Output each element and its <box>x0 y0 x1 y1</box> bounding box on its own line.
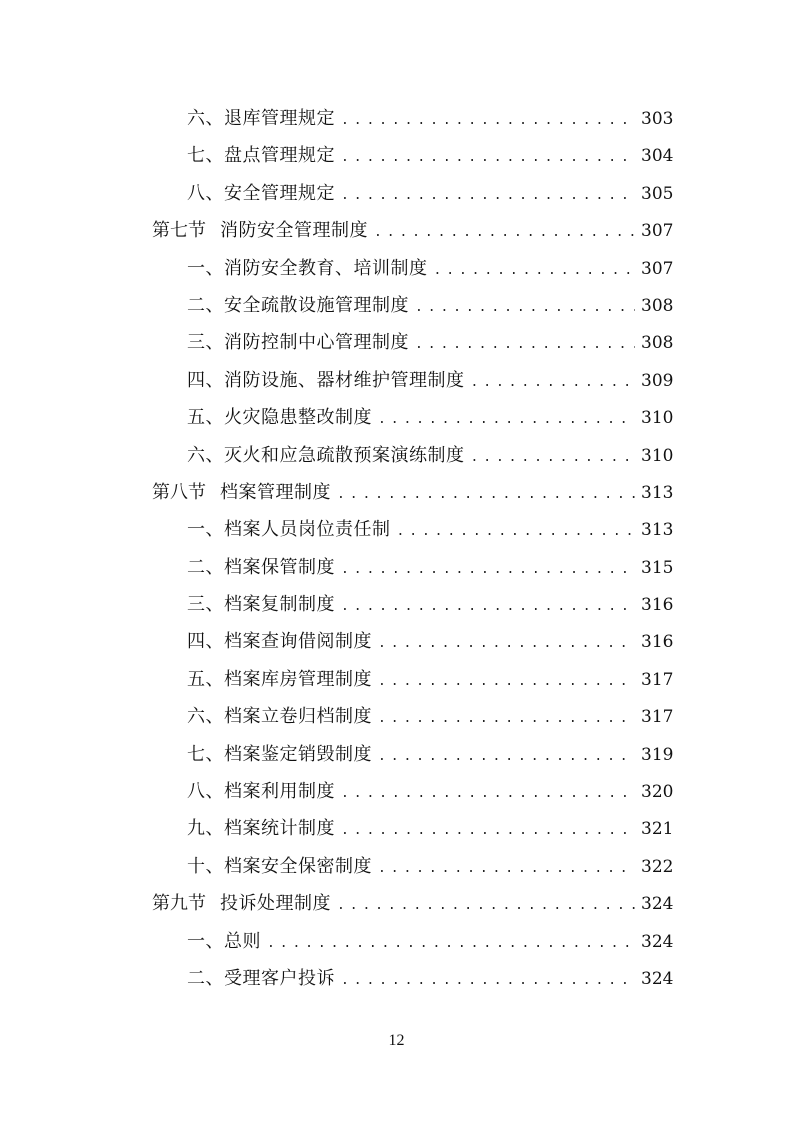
toc-item-entry[interactable] <box>0 324 793 361</box>
toc-page-number: 310 <box>641 408 674 429</box>
toc-page-number: 307 <box>641 258 674 279</box>
toc-leader-dots <box>434 252 636 289</box>
toc-entry-title: 四、消防设施、器材维护管理制度 <box>187 369 465 391</box>
toc-page-number: 316 <box>641 632 674 653</box>
toc-leader-dots <box>374 214 635 251</box>
toc-entry-title: 六、灭火和应急疏散预案演练制度 <box>187 444 465 466</box>
toc-leader-dots <box>341 102 635 139</box>
toc-leader-dots <box>378 700 635 737</box>
toc-page-number: 303 <box>641 109 674 129</box>
toc-page-number: 310 <box>641 445 674 466</box>
toc-item-entry[interactable] <box>0 848 793 885</box>
toc-leader-dots <box>341 588 635 625</box>
toc-item-entry[interactable] <box>0 250 793 287</box>
toc-leader-dots <box>341 775 635 812</box>
toc-item-entry[interactable] <box>0 623 793 660</box>
toc-entry-title: 十、档案安全保密制度 <box>187 855 372 877</box>
toc-entry-title: 一、总则 <box>187 930 261 952</box>
toc-entry-title: 九、档案统计制度 <box>187 818 335 840</box>
page-number: 12 <box>388 1032 405 1049</box>
toc-item-entry[interactable] <box>0 100 793 137</box>
toc-page-number: 324 <box>641 968 674 989</box>
toc-entry-title: 六、档案立卷归档制度 <box>187 706 372 728</box>
toc-page-number: 309 <box>641 370 674 391</box>
toc-section-number: 第八节 <box>152 481 206 503</box>
toc-leader-dots <box>341 139 635 176</box>
toc-item-entry[interactable] <box>0 362 793 399</box>
toc-page-number: 313 <box>641 482 674 503</box>
toc-leader-dots <box>378 401 635 438</box>
toc-leader-dots <box>378 663 635 700</box>
toc-item-entry[interactable] <box>0 549 793 586</box>
toc-leader-dots <box>341 962 635 999</box>
toc-page-number: 308 <box>641 333 674 354</box>
toc-leader-dots <box>341 551 635 588</box>
toc-leader-dots <box>471 439 636 476</box>
toc-leader-dots <box>397 513 636 550</box>
toc-entry-title: 四、档案查询借阅制度 <box>187 631 372 653</box>
toc-page-number: 316 <box>641 595 674 616</box>
toc-page-number: 321 <box>641 819 674 840</box>
toc-item-entry[interactable] <box>0 773 793 810</box>
toc-leader-dots <box>415 289 635 326</box>
toc-item-entry[interactable] <box>0 437 793 474</box>
toc-page-number: 324 <box>641 931 674 952</box>
toc-entry-title: 五、火灾隐患整改制度 <box>187 407 372 429</box>
toc-item-entry[interactable] <box>0 586 793 623</box>
toc-item-entry[interactable] <box>0 511 793 548</box>
toc-entry-title: 二、档案保管制度 <box>187 556 335 578</box>
toc-entry-title: 一、消防安全教育、培训制度 <box>187 257 428 279</box>
toc-page-number: 317 <box>641 707 674 728</box>
toc-entry-title: 档案管理制度 <box>220 481 331 503</box>
toc-entry-title: 投诉处理制度 <box>220 893 331 915</box>
toc-entry-title: 五、档案库房管理制度 <box>187 668 372 690</box>
toc-item-entry[interactable] <box>0 175 793 212</box>
toc-item-entry[interactable] <box>0 399 793 436</box>
toc-item-entry[interactable] <box>0 137 793 174</box>
toc-leader-dots <box>471 364 636 401</box>
toc-section-number: 第七节 <box>152 220 206 242</box>
toc-page-number: 304 <box>641 146 674 167</box>
toc-entry-title: 三、消防控制中心管理制度 <box>187 332 409 354</box>
toc-page-number: 320 <box>641 782 674 803</box>
toc-item-entry[interactable] <box>0 810 793 847</box>
toc-entry-title: 一、档案人员岗位责任制 <box>187 519 391 541</box>
toc-page-number: 308 <box>641 295 674 316</box>
toc-page-number: 313 <box>641 520 674 541</box>
toc-entry-title: 消防安全管理制度 <box>220 220 368 242</box>
toc-leader-dots <box>378 738 635 775</box>
toc-entry-title: 七、档案鉴定销毁制度 <box>187 743 372 765</box>
toc-entry-title: 二、受理客户投诉 <box>187 967 335 989</box>
toc-leader-dots <box>378 625 635 662</box>
toc-leader-dots <box>415 326 635 363</box>
toc-leader-dots <box>341 812 635 849</box>
toc-item-entry[interactable] <box>0 287 793 324</box>
toc-leader-dots <box>337 887 635 924</box>
toc-page-number: 307 <box>641 221 674 242</box>
toc-leader-dots <box>341 177 635 214</box>
toc-item-entry[interactable] <box>0 661 793 698</box>
toc-entry-title: 八、安全管理规定 <box>187 182 335 204</box>
toc-section-entry[interactable] <box>0 212 793 249</box>
toc-page-number: 315 <box>641 557 674 578</box>
table-of-contents <box>0 100 793 997</box>
toc-page-number: 322 <box>641 856 674 877</box>
toc-leader-dots <box>267 925 635 962</box>
toc-item-entry[interactable] <box>0 960 793 997</box>
toc-entry-title: 二、安全疏散设施管理制度 <box>187 294 409 316</box>
toc-page-number: 305 <box>641 183 674 204</box>
toc-entry-title: 八、档案利用制度 <box>187 781 335 803</box>
toc-entry-title: 六、退库管理规定 <box>187 108 335 129</box>
toc-item-entry[interactable] <box>0 923 793 960</box>
toc-section-entry[interactable] <box>0 474 793 511</box>
toc-item-entry[interactable] <box>0 698 793 735</box>
toc-section-number: 第九节 <box>152 893 206 915</box>
toc-section-entry[interactable] <box>0 885 793 922</box>
toc-entry-title: 三、档案复制制度 <box>187 594 335 616</box>
toc-entry-title: 七、盘点管理规定 <box>187 145 335 167</box>
toc-page-number: 319 <box>641 744 674 765</box>
toc-leader-dots <box>378 850 635 887</box>
toc-page-number: 324 <box>641 894 674 915</box>
toc-item-entry[interactable] <box>0 736 793 773</box>
toc-page-number: 317 <box>641 669 674 690</box>
toc-leader-dots <box>337 476 635 513</box>
